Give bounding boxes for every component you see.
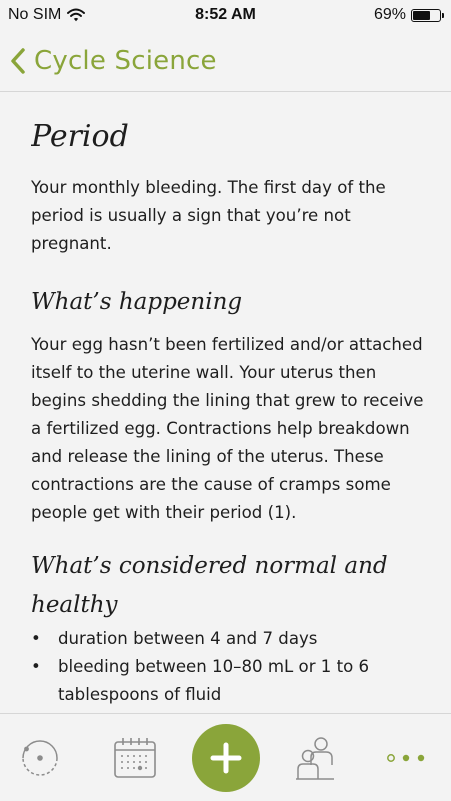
article-content <box>31 112 426 712</box>
tab-people[interactable] <box>290 714 340 801</box>
bullet: • <box>31 657 41 676</box>
intro-paragraph: Your monthly bleeding. The first day of the period is usually a sign that you’re not pregnant. <box>31 178 386 253</box>
list-item-text: duration between 4 and 7 days <box>58 629 318 648</box>
add-button[interactable] <box>190 714 262 801</box>
cycle-icon <box>20 738 60 778</box>
battery-icon <box>411 9 441 22</box>
back-button-label: Cycle Science <box>34 45 217 76</box>
navigation-bar <box>0 30 451 92</box>
plus-icon <box>210 742 242 774</box>
tab-more[interactable] <box>378 714 434 801</box>
tab-cycle[interactable] <box>14 714 66 801</box>
battery-percent: 69% <box>373 6 406 23</box>
happening-paragraph: Your egg hasn’t been fertilized and/or attached itself to the uterine wall. Your uterus then begins shedding the lining that grew to receive a fertilized egg. Contractions help breakdown and release the lining of the uterus. These contractions are the cause of cramps some people get with their period (1). <box>31 335 424 522</box>
bullet: • <box>31 629 41 648</box>
chevron-left-icon <box>10 47 26 75</box>
list-item-text: bleeding between 10–80 mL or 1 to 6 tablespoons of fluid <box>58 657 370 704</box>
tab-calendar[interactable] <box>106 714 164 801</box>
more-icon <box>381 752 431 764</box>
people-icon <box>294 735 336 781</box>
tab-bar <box>0 713 451 801</box>
normal-list <box>31 625 426 709</box>
section-heading-happening: What’s happening <box>31 289 243 315</box>
status-left <box>8 6 85 24</box>
wifi-icon <box>67 8 85 22</box>
carrier-label: No SIM <box>8 6 62 23</box>
back-button[interactable] <box>10 46 217 76</box>
status-time: 8:52 AM <box>195 6 256 23</box>
section-heading-normal: What’s considered normal and healthy <box>31 553 388 618</box>
add-button-circle <box>192 724 260 792</box>
status-right <box>374 6 441 24</box>
status-bar <box>0 0 451 30</box>
article-title: Period <box>31 119 129 154</box>
battery-fill <box>413 11 430 20</box>
list-item <box>31 625 426 653</box>
calendar-icon <box>112 736 158 780</box>
list-item <box>31 653 426 709</box>
